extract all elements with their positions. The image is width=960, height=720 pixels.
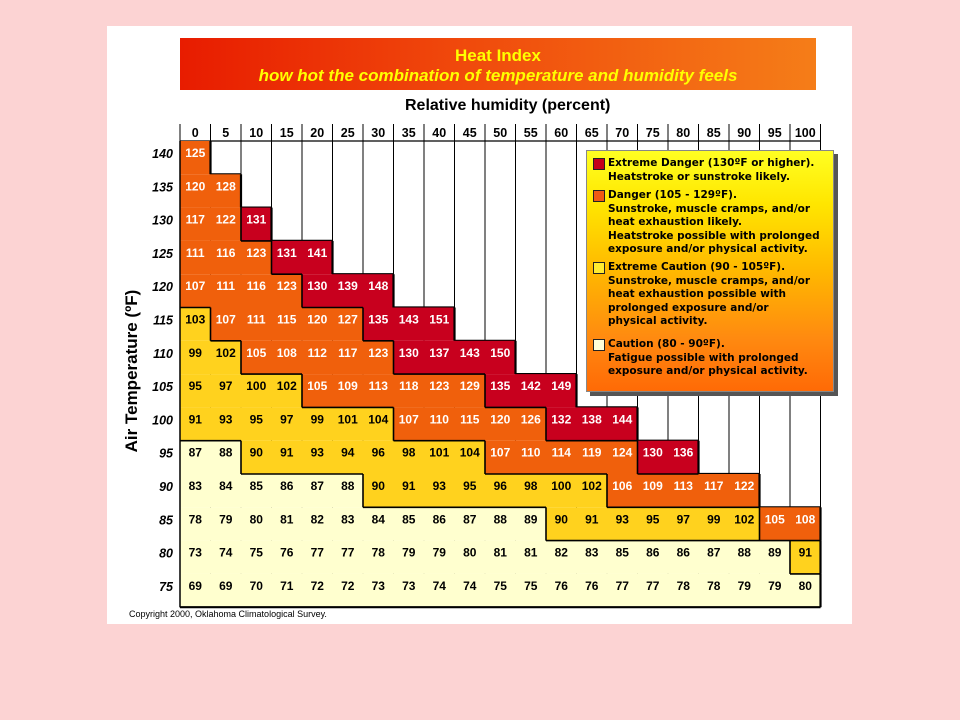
heat-index-value: 126 [520, 412, 541, 427]
temperature-tick-label: 90 [159, 480, 173, 494]
heat-index-value: 86 [280, 479, 294, 493]
legend-line: Sunstroke, muscle cramps, and/or [608, 202, 811, 215]
heat-index-value: 143 [398, 312, 419, 327]
heat-index-value: 88 [737, 545, 751, 560]
heat-index-value: 88 [219, 445, 233, 460]
heat-index-value: 107 [215, 312, 236, 327]
temperature-tick-label: 105 [152, 380, 173, 395]
heat-index-value: 138 [581, 412, 602, 427]
heat-index-value: 135 [490, 379, 511, 394]
slide-canvas [107, 26, 852, 624]
heat-index-value: 91 [280, 445, 294, 460]
legend-swatch [593, 262, 605, 274]
heat-index-value: 114 [551, 445, 571, 460]
heat-index-value: 102 [734, 512, 755, 527]
heat-index-value: 105 [246, 345, 267, 360]
legend-line: Extreme Danger (130ºF or higher). [608, 157, 815, 169]
heat-index-value: 99 [188, 345, 202, 360]
heat-index-value: 83 [585, 545, 599, 560]
humidity-tick-label: 25 [340, 126, 355, 140]
heat-index-value: 72 [341, 578, 355, 593]
heat-index-value: 79 [432, 545, 446, 560]
humidity-tick-label: 90 [737, 126, 752, 140]
legend-box [586, 150, 834, 392]
legend-text [608, 189, 830, 257]
humidity-tick-label: 40 [432, 126, 447, 140]
heat-index-value: 107 [490, 445, 511, 460]
heat-index-value: 81 [280, 512, 294, 527]
heat-index-value: 102 [276, 379, 297, 394]
heat-index-value: 73 [402, 578, 416, 593]
heat-index-value: 130 [398, 345, 419, 360]
heat-index-value: 100 [246, 379, 267, 394]
temperature-tick-label: 110 [153, 346, 173, 361]
heat-index-value: 85 [615, 545, 629, 560]
heat-index-value: 79 [219, 512, 233, 527]
heat-index-value: 90 [554, 512, 568, 527]
heat-index-value: 89 [768, 545, 782, 560]
humidity-tick-label: 65 [584, 126, 599, 140]
heat-index-value: 76 [554, 578, 568, 593]
heat-index-value: 120 [185, 179, 206, 194]
heat-index-value: 115 [277, 312, 297, 327]
heat-index-value: 74 [219, 545, 233, 560]
heat-index-value: 118 [399, 379, 419, 394]
heat-index-value: 135 [368, 312, 389, 327]
heat-index-value: 105 [307, 379, 328, 394]
humidity-tick-label: 95 [767, 126, 782, 140]
heat-index-value: 102 [215, 345, 236, 360]
heat-index-value: 105 [764, 512, 785, 527]
temperature-tick-label: 115 [153, 313, 173, 328]
y-axis-label: Air Temperature (ºF) [122, 289, 141, 453]
legend-line: physical activity. [608, 315, 708, 327]
heat-index-value: 123 [429, 379, 450, 394]
heat-index-value: 139 [337, 279, 358, 294]
heat-index-value: 125 [185, 146, 206, 160]
heat-index-value: 131 [246, 212, 267, 227]
heat-index-value: 95 [188, 379, 202, 394]
temperature-tick-label: 80 [159, 546, 173, 561]
heat-index-value: 148 [368, 279, 389, 294]
heat-index-value: 95 [463, 479, 477, 493]
humidity-tick-label: 20 [310, 126, 325, 140]
heat-index-value: 74 [432, 578, 446, 593]
heat-index-value: 87 [188, 445, 202, 460]
legend-line: Caution (80 - 90ºF). [608, 338, 725, 350]
heat-index-value: 77 [615, 578, 629, 593]
heat-index-value: 93 [432, 479, 446, 493]
heat-index-value: 119 [582, 445, 602, 460]
heat-index-value: 111 [246, 312, 266, 327]
heat-index-value: 123 [368, 345, 389, 360]
temperature-tick-label: 75 [159, 579, 173, 594]
heat-index-value: 96 [371, 445, 385, 460]
heat-index-value: 77 [341, 545, 355, 560]
heat-index-value: 131 [276, 245, 297, 260]
legend-text [608, 157, 830, 184]
heat-index-value: 130 [642, 445, 663, 460]
temperature-tick-label: 120 [152, 280, 173, 295]
heat-index-value: 69 [219, 578, 233, 593]
legend-swatch [593, 158, 605, 170]
humidity-tick-label: 75 [645, 126, 660, 140]
heat-index-value: 87 [463, 512, 477, 527]
heat-index-value: 79 [737, 578, 751, 593]
humidity-tick-label: 35 [401, 126, 416, 140]
heat-index-value: 90 [371, 479, 385, 493]
heat-index-value: 90 [249, 445, 263, 460]
humidity-tick-label: 30 [371, 126, 386, 140]
temperature-tick-label: 95 [159, 446, 173, 461]
heat-index-value: 108 [276, 345, 297, 360]
legend-line: Heatstroke or sunstroke likely. [608, 170, 791, 183]
heat-index-value: 93 [615, 512, 629, 527]
heat-index-value: 82 [310, 512, 324, 527]
heat-index-value: 99 [310, 412, 324, 427]
humidity-tick-label: 5 [222, 126, 230, 140]
legend-swatch [593, 339, 605, 351]
heat-index-value: 132 [551, 412, 572, 427]
heat-index-value: 95 [646, 512, 660, 527]
heat-index-value: 107 [398, 412, 419, 427]
heat-index-value: 124 [612, 445, 633, 460]
heat-index-value: 79 [402, 545, 416, 560]
humidity-tick-label: 15 [279, 126, 294, 140]
humidity-tick-label: 0 [191, 126, 199, 140]
heat-index-value: 151 [429, 312, 450, 327]
heat-index-value: 75 [249, 545, 263, 560]
heat-index-value: 150 [490, 345, 511, 360]
chart-subtitle: how hot the combination of temperature and humidity feels [258, 66, 738, 85]
heat-index-value: 143 [459, 345, 480, 360]
legend-line: Extreme Caution (90 - 105ºF). [608, 261, 786, 273]
legend-line: heat exhaustion likely. [608, 216, 742, 228]
heat-index-value: 93 [310, 445, 324, 460]
heat-index-value: 70 [249, 578, 263, 593]
humidity-tick-label: 50 [493, 126, 508, 140]
heat-index-value: 81 [493, 545, 507, 560]
heat-index-value: 86 [646, 545, 660, 560]
heat-index-value: 117 [338, 345, 358, 360]
legend-line: Heatstroke possible with prolonged [608, 229, 820, 242]
temperature-tick-label: 140 [152, 147, 173, 161]
heat-index-value: 78 [676, 578, 690, 593]
heat-index-value: 116 [246, 279, 266, 294]
heat-index-value: 122 [215, 212, 236, 227]
heat-index-value: 102 [581, 479, 602, 493]
heat-index-value: 137 [429, 345, 450, 360]
heat-index-value: 101 [337, 412, 358, 427]
heat-index-value: 83 [341, 512, 355, 527]
heat-index-value: 129 [459, 379, 480, 394]
heat-index-value: 82 [554, 545, 568, 560]
heat-index-value: 85 [402, 512, 416, 527]
heat-index-value: 86 [676, 545, 690, 560]
legend-swatch [593, 190, 605, 202]
humidity-tick-label: 55 [523, 126, 538, 140]
heat-index-value: 97 [219, 379, 233, 394]
heat-index-value: 144 [612, 412, 633, 427]
humidity-tick-label: 70 [615, 126, 630, 140]
heat-index-value: 117 [704, 479, 724, 493]
heat-index-value: 113 [673, 479, 693, 493]
heat-index-value: 101 [429, 445, 450, 460]
heat-index-value: 104 [368, 412, 389, 427]
heat-index-value: 110 [521, 445, 541, 460]
heat-index-value: 98 [402, 445, 416, 460]
heat-index-value: 113 [368, 379, 388, 394]
heat-index-value: 104 [459, 445, 480, 460]
heat-index-value: 149 [551, 379, 572, 394]
legend-line: Fatigue possible with prolonged [608, 351, 799, 364]
heat-index-value: 91 [188, 412, 202, 427]
heat-index-value: 75 [524, 578, 538, 593]
heat-index-value: 109 [337, 379, 358, 394]
heat-index-value: 71 [280, 578, 294, 593]
heat-index-value: 78 [188, 512, 202, 527]
heat-index-value: 120 [490, 412, 511, 427]
legend-line: exposure and/or physical activity. [608, 243, 808, 255]
heat-index-value: 93 [219, 412, 233, 427]
heat-index-value: 87 [707, 545, 721, 560]
legend-line: Danger (105 - 129ºF). [608, 189, 737, 201]
heat-index-value: 117 [185, 212, 205, 227]
heat-index-value: 141 [307, 245, 328, 260]
heat-index-value: 142 [520, 379, 541, 394]
humidity-tick-label: 80 [676, 126, 691, 140]
heat-index-value: 76 [585, 578, 599, 593]
heat-index-value: 81 [524, 545, 538, 560]
heat-index-value: 91 [585, 512, 599, 527]
heat-index-value: 120 [307, 312, 328, 327]
heat-index-value: 123 [276, 279, 297, 294]
heat-index-value: 106 [612, 479, 633, 493]
heat-index-value: 130 [307, 279, 328, 294]
heat-index-value: 94 [341, 445, 355, 460]
heat-index-value: 80 [798, 578, 812, 593]
heat-index-value: 91 [798, 545, 812, 560]
copyright-note: Copyright 2000, Oklahoma Climatological Survey. [129, 609, 327, 619]
chart-title: Heat Index [455, 46, 541, 65]
heat-index-value: 72 [310, 578, 324, 593]
heat-index-value: 127 [337, 312, 358, 327]
legend-line: Sunstroke, muscle cramps, and/or [608, 274, 811, 287]
heat-index-value: 87 [310, 479, 324, 493]
heat-index-value: 116 [216, 245, 236, 260]
heat-index-value: 79 [768, 578, 782, 593]
humidity-tick-label: 45 [462, 126, 477, 140]
heat-index-value: 78 [371, 545, 385, 560]
heat-index-value: 96 [493, 479, 507, 493]
heat-index-value: 136 [673, 445, 694, 460]
temperature-tick-label: 130 [152, 213, 173, 228]
temperature-tick-label: 125 [152, 246, 173, 261]
heat-index-value: 122 [734, 479, 755, 493]
heat-index-value: 80 [463, 545, 477, 560]
heat-index-value: 111 [185, 245, 205, 260]
heat-index-value: 110 [429, 412, 449, 427]
heat-index-value: 73 [371, 578, 385, 593]
heat-index-value: 77 [310, 545, 324, 560]
heat-index-value: 103 [185, 312, 206, 327]
heat-index-value: 74 [463, 578, 477, 593]
heat-index-value: 115 [460, 412, 480, 427]
heat-index-value: 111 [216, 279, 236, 294]
heat-index-value: 88 [341, 479, 355, 493]
heat-index-value: 123 [246, 245, 267, 260]
heat-index-value: 89 [524, 512, 538, 527]
humidity-tick-label: 60 [554, 126, 569, 140]
heat-index-value: 88 [493, 512, 507, 527]
heat-index-value: 100 [551, 479, 572, 493]
heat-index-value: 84 [371, 512, 385, 527]
heat-index-value: 98 [524, 479, 538, 493]
temperature-tick-label: 85 [159, 513, 173, 528]
heat-index-value: 80 [249, 512, 263, 527]
heat-index-value: 77 [646, 578, 660, 593]
legend-text [608, 261, 830, 329]
humidity-tick-label: 85 [706, 126, 721, 140]
legend-text [608, 338, 830, 379]
heat-index-value: 83 [188, 479, 202, 493]
heat-index-value: 76 [280, 545, 294, 560]
heat-index-value: 86 [432, 512, 446, 527]
heat-index-value: 99 [707, 512, 721, 527]
legend-line: heat exhaustion possible with [608, 288, 787, 300]
heat-index-value: 97 [676, 512, 690, 527]
heat-index-value: 75 [493, 578, 507, 593]
humidity-tick-label: 100 [794, 126, 816, 140]
legend-line: prolonged exposure and/or [608, 301, 769, 314]
heat-index-value: 84 [219, 479, 233, 493]
heat-index-value: 91 [402, 479, 416, 493]
heat-index-value: 78 [707, 578, 721, 593]
temperature-tick-label: 135 [152, 180, 173, 195]
heat-index-value: 108 [795, 512, 816, 527]
heat-index-value: 97 [280, 412, 294, 427]
heat-index-value: 112 [307, 345, 327, 360]
heat-index-value: 107 [185, 279, 206, 294]
heat-index-value: 109 [642, 479, 663, 493]
heat-index-value: 128 [215, 179, 236, 194]
legend-line: exposure and/or physical activity. [608, 365, 808, 377]
humidity-tick-label: 10 [249, 126, 264, 140]
heat-index-value: 85 [249, 479, 263, 493]
heat-index-value: 69 [188, 578, 202, 593]
heat-index-value: 73 [188, 545, 202, 560]
x-axis-label: Relative humidity (percent) [405, 97, 611, 114]
temperature-tick-label: 100 [152, 413, 173, 428]
heat-index-value: 95 [249, 412, 263, 427]
